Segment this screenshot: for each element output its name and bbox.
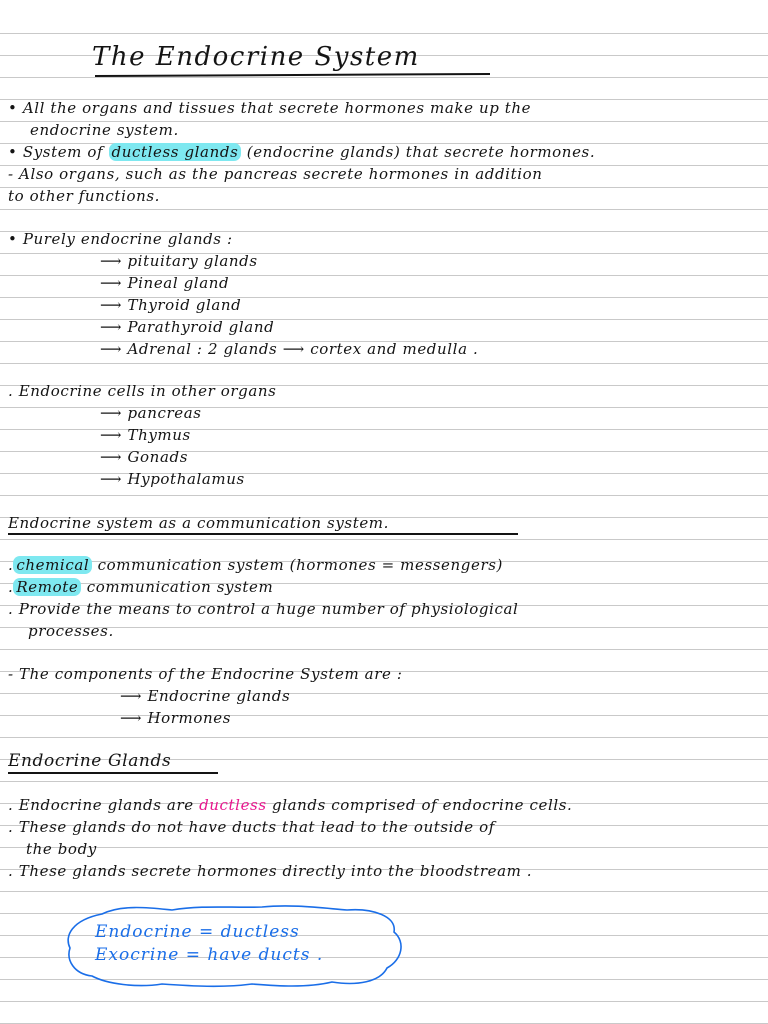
- cells-heading: . Endocrine cells in other organs: [8, 382, 277, 400]
- ductless-glands-highlight: ductless glands: [109, 143, 242, 161]
- comm-components: - The components of the Endocrine System are :: [8, 665, 403, 683]
- comm-heading: Endocrine system as a communication system.: [8, 514, 389, 532]
- glands-line-1-a: . Endocrine glands are: [8, 796, 194, 814]
- purely-item: ⟶ Pineal gland: [100, 274, 230, 292]
- intro-system-of: • System of: [8, 143, 104, 161]
- box-line-1: Endocrine = ductless: [95, 922, 300, 942]
- box-line-2: Exocrine = have ducts .: [95, 945, 324, 965]
- glands-heading-underline: [8, 772, 218, 774]
- comm-provide-2: processes.: [28, 622, 114, 640]
- remote-rest: communication system: [86, 578, 274, 596]
- remote-highlight: Remote: [13, 578, 81, 596]
- glands-line-4: . These glands secrete hormones directly into the bloodstream .: [8, 862, 533, 880]
- intro-line-3: [8, 143, 760, 161]
- page-title: The Endocrine System: [92, 42, 420, 72]
- glands-line-2: . These glands do not have ducts that lead to the outside of: [8, 818, 495, 836]
- purely-heading: • Purely endocrine glands :: [8, 230, 233, 248]
- chemical-highlight: chemical: [13, 556, 92, 574]
- purely-item: ⟶ Thyroid gland: [100, 296, 242, 314]
- comm-component-item: ⟶ Hormones: [120, 709, 232, 727]
- bullet: .: [8, 578, 14, 596]
- comm-heading-underline: [8, 533, 518, 535]
- glands-line-3: the body: [26, 840, 97, 858]
- title-underline: [95, 73, 490, 77]
- comm-component-item: ⟶ Endocrine glands: [120, 687, 291, 705]
- cells-item: ⟶ pancreas: [100, 404, 202, 422]
- cells-item: ⟶ Gonads: [100, 448, 188, 466]
- intro-line-1: • All the organs and tissues that secrete hormones make up the: [8, 99, 532, 117]
- cells-item: ⟶ Thymus: [100, 426, 191, 444]
- purely-item: ⟶ Parathyroid gland: [100, 318, 275, 336]
- chemical-rest: communication system (hormones = messengers): [97, 556, 503, 574]
- intro-endocrine-glands: (endocrine glands) that secrete hormones.: [246, 143, 596, 161]
- intro-line-2: endocrine system.: [30, 121, 179, 139]
- ductless-pink: ductless: [199, 796, 267, 814]
- glands-line-1: [8, 796, 760, 814]
- comm-provide-1: . Provide the means to control a huge number of physiological: [8, 600, 519, 618]
- purely-item: ⟶ pituitary glands: [100, 252, 258, 270]
- bullet: .: [8, 556, 14, 574]
- purely-item: ⟶ Adrenal : 2 glands ⟶ cortex and medulla .: [100, 340, 479, 358]
- cells-item: ⟶ Hypothalamus: [100, 470, 245, 488]
- glands-heading: Endocrine Glands: [8, 752, 172, 770]
- comm-chemical-line: [8, 556, 760, 574]
- intro-line-4: - Also organs, such as the pancreas secrete hormones in addition: [8, 165, 543, 183]
- glands-line-1-b: glands comprised of endocrine cells.: [272, 796, 573, 814]
- comm-remote-line: [8, 578, 760, 596]
- intro-line-5: to other functions.: [8, 187, 161, 205]
